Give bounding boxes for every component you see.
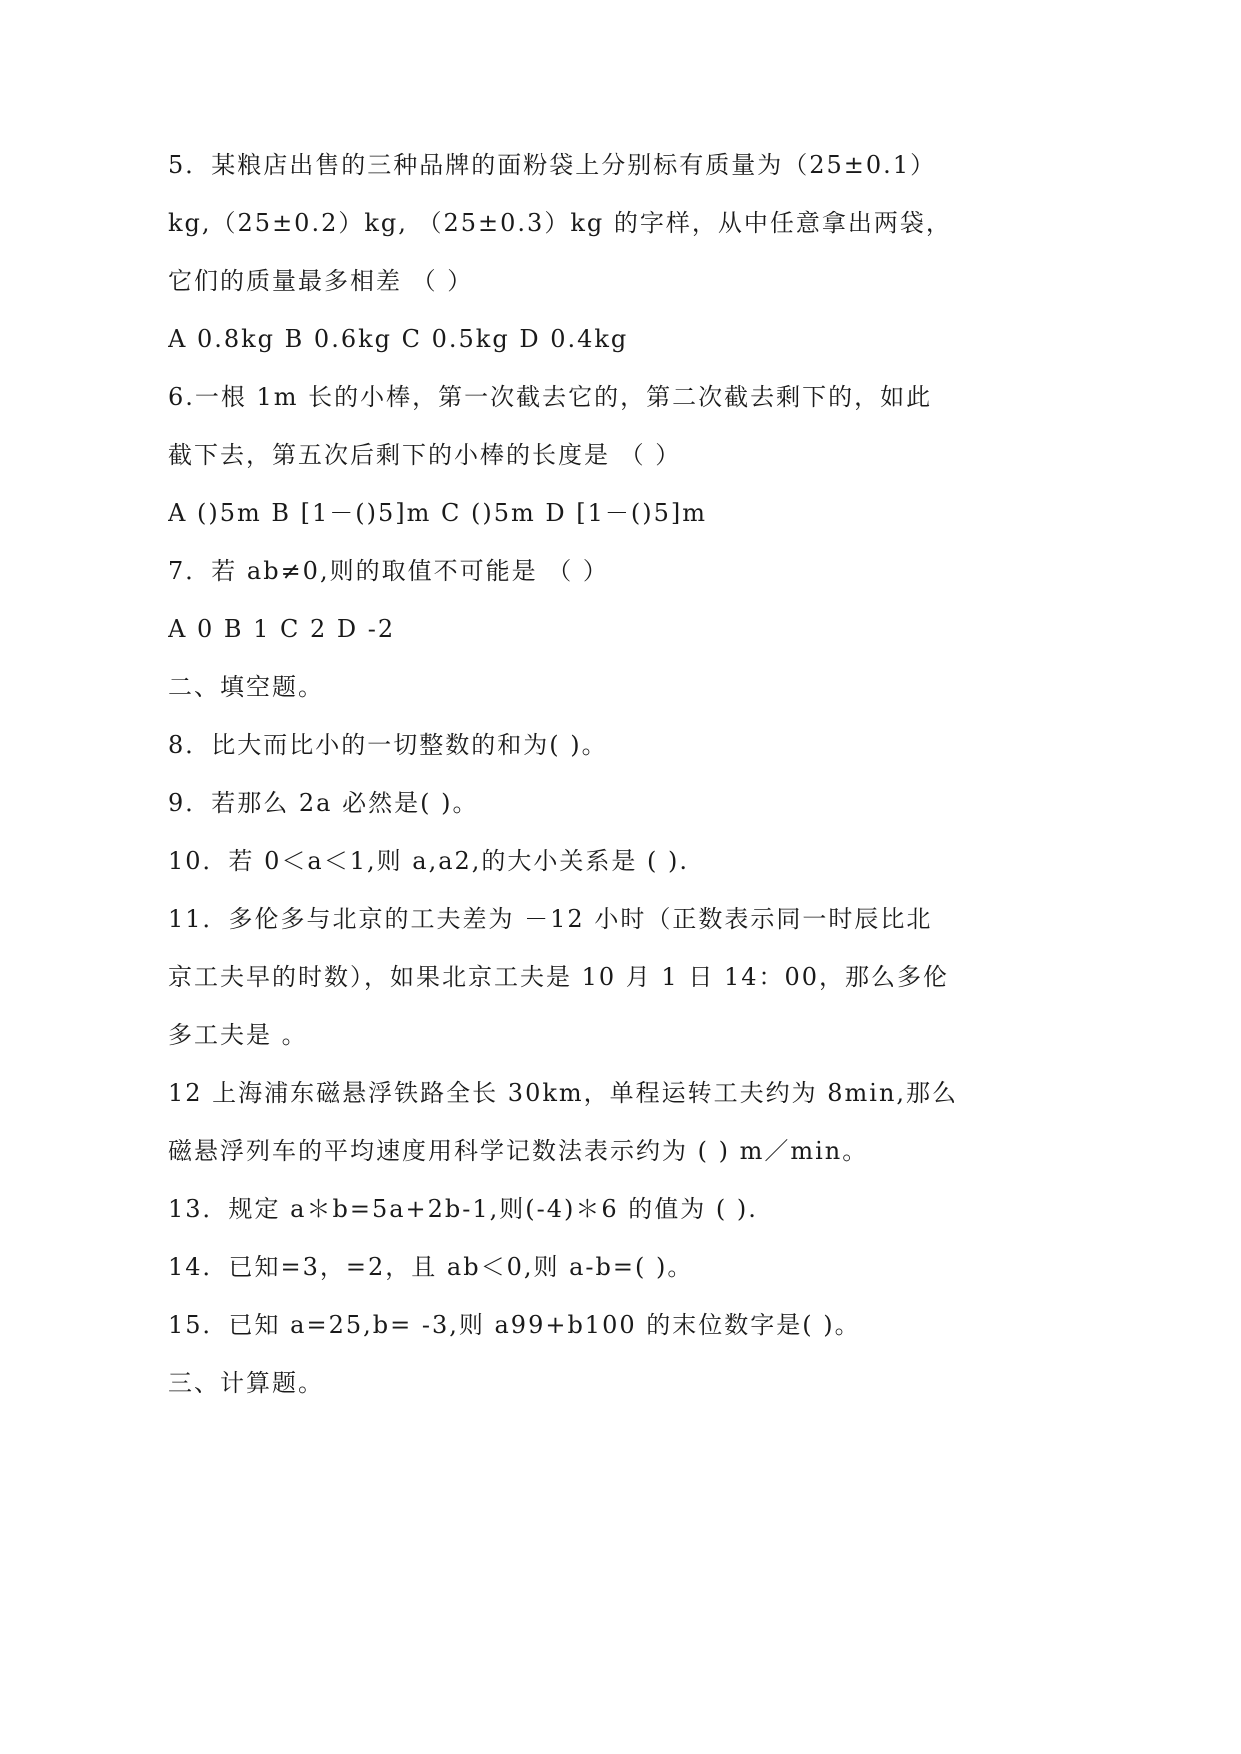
question-6-options: A ()5m B [1－()5]m C ()5m D [1－()5]m bbox=[168, 499, 707, 527]
question-6-line-1: 6.一根 1m 长的小棒，第一次截去它的，第二次截去剩下的，如此 bbox=[168, 383, 933, 411]
question-5-line-2: kg,（25±0.2）kg, （25±0.3）kg 的字样，从中任意拿出两袋， bbox=[168, 209, 952, 237]
section-heading-fill-in: 二、填空题。 bbox=[168, 673, 324, 701]
question-11-line-1: 11．多伦多与北京的工夫差为 －12 小时（正数表示同一时辰比北 bbox=[168, 905, 933, 933]
question-9: 9．若那么 2a 必然是( )。 bbox=[168, 789, 479, 817]
question-11-line-2: 京工夫早的时数），如果北京工夫是 10 月 1 日 14：00，那么多伦 bbox=[168, 963, 950, 991]
question-7: 7．若 ab≠0,则的取值不可能是 （ ） bbox=[168, 557, 609, 585]
question-15: 15．已知 a=25,b= -3,则 a99+b100 的末位数字是( )。 bbox=[168, 1311, 861, 1339]
question-5-options: A 0.8kg B 0.6kg C 0.5kg D 0.4kg bbox=[168, 325, 629, 353]
question-10: 10．若 0＜a＜1,则 a,a2,的大小关系是 ( ). bbox=[168, 847, 690, 875]
question-12-line-2: 磁悬浮列车的平均速度用科学记数法表示约为 ( ) m／min。 bbox=[168, 1137, 869, 1165]
question-5-line-1: 5．某粮店出售的三种品牌的面粉袋上分别标有质量为（25±0.1） bbox=[168, 151, 937, 179]
question-5-line-3: 它们的质量最多相差 （ ） bbox=[168, 267, 474, 295]
question-8: 8．比大而比小的一切整数的和为( )。 bbox=[168, 731, 608, 759]
question-11-line-3: 多工夫是 。 bbox=[168, 1021, 308, 1049]
question-14: 14．已知=3，=2，且 ab＜0,则 a-b=( )。 bbox=[168, 1253, 694, 1281]
question-6-line-2: 截下去，第五次后剩下的小棒的长度是 （ ） bbox=[168, 441, 682, 469]
question-7-options: A 0 B 1 C 2 D -2 bbox=[168, 615, 396, 643]
question-12-line-1: 12 上海浦东磁悬浮铁路全长 30km，单程运转工夫约为 8min,那么 bbox=[168, 1079, 959, 1107]
section-heading-calculation: 三、计算题。 bbox=[168, 1369, 324, 1397]
question-13: 13．规定 a＊b=5a+2b-1,则(-4)＊6 的值为 ( ). bbox=[168, 1195, 758, 1223]
